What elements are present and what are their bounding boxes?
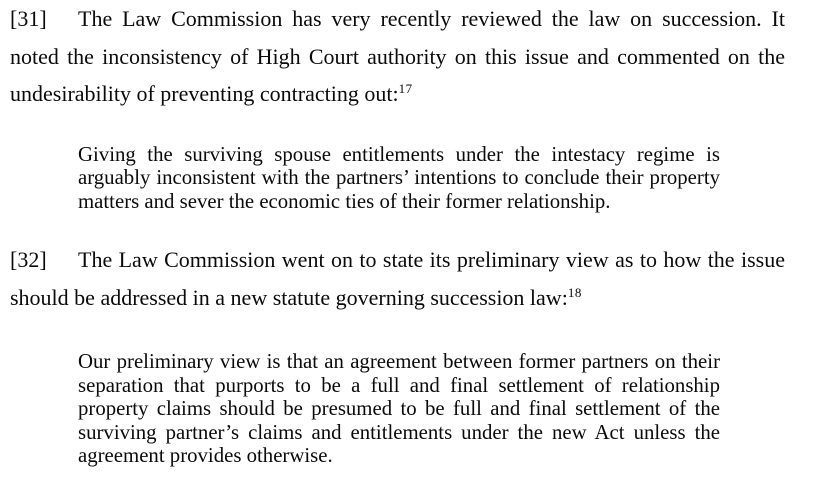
- paragraph-31-section: [10, 0, 785, 213]
- block-quote: Our preliminary view is that an agreement between former partners on their separation that purports to be a full and final settlement of relationship property claims should be presumed to be full and final settlement of the surviving partner’s claims and entitlements under the new Act unless the agreement provides otherwise.: [78, 350, 720, 467]
- paragraph-number: [31]: [10, 6, 47, 31]
- paragraph-text: The Law Commission went on to state its preliminary view as to how the issue should be addressed in a new statute governing succession law:: [10, 247, 785, 310]
- judgment-text-body: [10, 0, 785, 468]
- paragraph-number: [32]: [10, 247, 47, 272]
- footnote-ref-18: 18: [567, 284, 582, 300]
- numbered-paragraph-32: [10, 241, 785, 316]
- footnote-ref-17: 17: [398, 81, 413, 96]
- block-quote: Giving the surviving spouse entitlements under the intestacy regime is arguably inconsistent with the partners’ intentions to conclude their property matters and sever the economic ties of their former relationship.: [78, 142, 720, 213]
- numbered-paragraph-31: [10, 0, 785, 113]
- paragraph-text: The Law Commission has very recently reviewed the law on succession. It noted the inconsistency of High Court authority on this issue and commented on the undesirability of preventing contracting out:: [10, 6, 785, 106]
- paragraph-32-section: [10, 241, 785, 468]
